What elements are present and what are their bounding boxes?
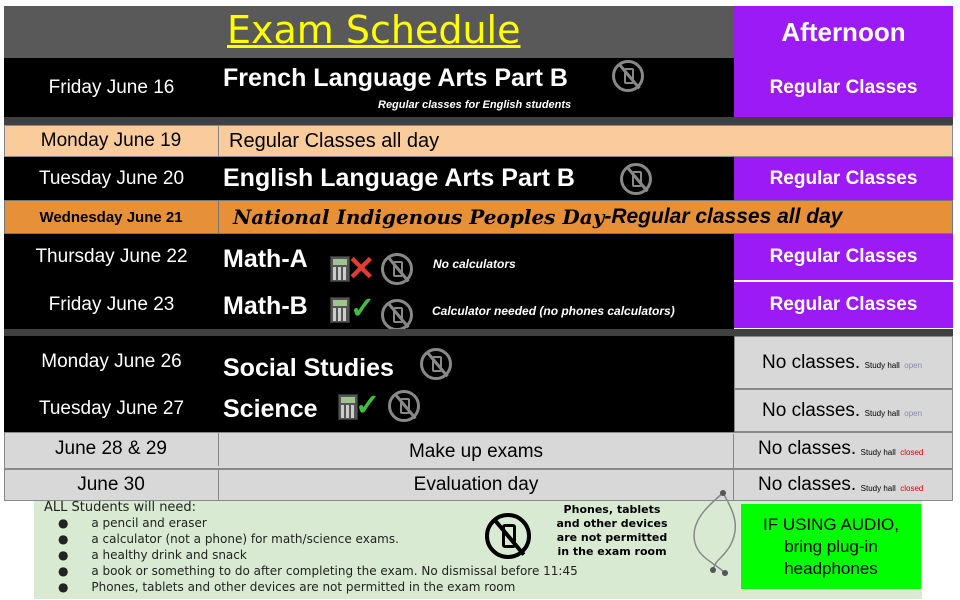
no-phone-icon (620, 163, 652, 195)
list-item: ● a book or something to do after completing the exam. No dismissal before 11:45 (58, 564, 578, 578)
list-item: ● Phones, tablets and other devices are not permitted in the exam room (58, 580, 516, 594)
footer-heading: ALL Students will need: (44, 500, 197, 515)
row-1-note: Regular classes for English students (378, 99, 572, 111)
no-phone-icon (485, 513, 531, 559)
list-item-text: a calculator (not a phone) for math/science exams. (91, 532, 399, 546)
row-2-exam: Regular Classes all day (229, 129, 440, 152)
divider (4, 117, 953, 125)
no-phone-icon (381, 299, 413, 331)
row-10-date: June 30 (4, 469, 219, 501)
row-3-exam: English Language Arts Part B (223, 164, 575, 192)
row-10-no-classes: No classes. (758, 474, 857, 495)
row-9-no-classes: No classes. (758, 438, 857, 459)
row-8-date: Tuesday June 27 (38, 398, 185, 419)
row-3-date: Tuesday June 20 (38, 167, 185, 189)
no-phone-icon (420, 348, 452, 380)
row-4-exam (233, 200, 842, 234)
row-2-date: Monday June 19 (4, 125, 219, 157)
row-7-study-hall: Study hall (864, 361, 900, 370)
row-8-exam: Science (223, 394, 318, 423)
audio-note: IF USING AUDIO, bring plug-in headphones (741, 504, 921, 589)
calculator-icon (330, 297, 350, 323)
row-6-date: Friday June 23 (48, 294, 175, 315)
row-9-status: closed (900, 447, 924, 457)
row-9-study-hall: Study hall (860, 447, 896, 457)
no-phone-icon (388, 390, 420, 422)
row-4-exam-rest: -Regular classes all day (604, 205, 843, 228)
row-8-afternoon (734, 389, 953, 432)
row-6-note: Calculator needed (no phones calculators) (432, 304, 675, 318)
row-9-date: June 28 & 29 (4, 432, 219, 466)
no-phone-icon (612, 60, 644, 92)
row-9-exam: Make up exams (219, 434, 734, 470)
list-item: ● a healthy drink and snack (58, 548, 247, 562)
row-5-exam: Math-A (223, 244, 308, 273)
list-item-text: Phones, tablets and other devices are not permitted in the exam room (91, 580, 516, 594)
row-3-afternoon: Regular Classes (734, 157, 953, 200)
check-mark-icon: ✓ (350, 292, 376, 325)
row-10-status: closed (900, 483, 924, 493)
earbuds-icon (685, 488, 745, 578)
row-6-exam: Math-B (223, 291, 308, 320)
row-5-note: No calculators (433, 257, 516, 271)
row-5-date: Thursday June 22 (35, 246, 188, 267)
row-7-afternoon (734, 336, 953, 389)
row-7-no-classes: No classes. (762, 351, 861, 373)
row-7-date: Monday June 26 (41, 351, 182, 372)
row-8-no-classes: No classes. (762, 399, 861, 421)
row-10-exam: Evaluation day (219, 469, 734, 501)
row-7-status: open (904, 361, 923, 370)
row-10-afternoon (734, 469, 953, 501)
row-5-afternoon: Regular Classes (734, 234, 953, 280)
list-item-text: a pencil and eraser (91, 516, 207, 530)
no-phone-icon (381, 253, 413, 285)
row-8-status: open (904, 409, 923, 418)
row-8-study-hall: Study hall (864, 409, 900, 418)
phone-policy-note: Phones, tablets and other devices are not permitted in the exam room (556, 503, 668, 558)
page-title: Exam Schedule (227, 8, 521, 52)
row-1-afternoon: Regular Classes (734, 58, 953, 117)
row-9-afternoon (734, 432, 953, 466)
row-10-study-hall: Study hall (860, 483, 896, 493)
check-mark-icon: ✓ (355, 389, 381, 422)
row-1-date: Friday June 16 (48, 76, 175, 98)
list-item: ● a pencil and eraser (58, 516, 207, 530)
row-6-afternoon: Regular Classes (734, 282, 953, 328)
row-1-exam: French Language Arts Part B (223, 64, 568, 92)
list-item-text: a book or something to do after completing the exam. No dismissal before 11:45 (91, 564, 578, 578)
afternoon-header: Afternoon (734, 6, 953, 58)
divider (4, 329, 953, 336)
row-4-exam-italic: National Indigenous Peoples Day (233, 205, 605, 229)
x-mark-icon: ✕ (347, 250, 376, 288)
list-item-text: a healthy drink and snack (91, 548, 247, 562)
row-7-exam: Social Studies (223, 353, 394, 382)
row-4-date: Wednesday June 21 (4, 200, 219, 234)
list-item: ● a calculator (not a phone) for math/science exams. (58, 532, 399, 546)
